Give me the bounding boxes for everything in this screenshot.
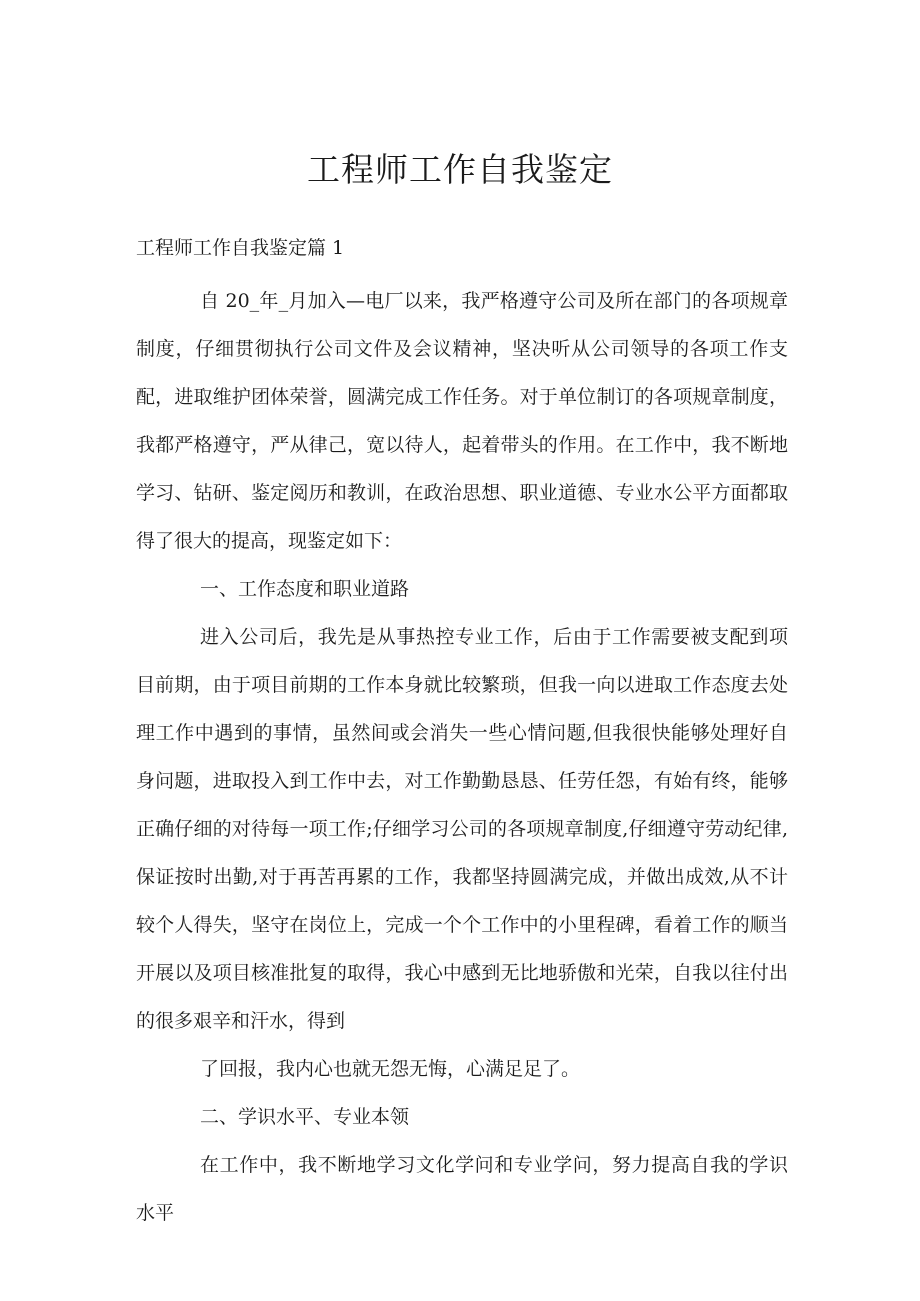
heading-knowledge: 二、学识水平、专业本领 [200, 1106, 410, 1128]
paragraph-return: 了回报，我内心也就无怨无悔，心满足足了。 [200, 1058, 581, 1080]
section-heading: 工程师工作自我鉴定篇 1 [136, 237, 345, 259]
document-title: 工程师工作自我鉴定 [307, 150, 613, 189]
paragraph-intro: 自 20_年_月加入—电厂以来，我严格遵守公司及所在部门的各项规章制度，仔细贯彻执行公司文件及会议精神，坚决听从公司领导的各项工作支配，进取维护团体荣誉，圆满完成工作任务。对于单位制订的各项规章制度，我都严格遵守，严从律己，宽以待人，起着带头的作用。在工作中，我不断地学习、钻研、鉴定阅历和教训，在政治思想、职业道德、专业水公平方面都取得了很大的提高，现鉴定如下： [136, 290, 788, 552]
paragraph-work-attitude: 进入公司后，我先是从事热控专业工作，后由于工作需要被支配到项目前期，由于项目前期的工作本身就比较繁琐，但我一向以进取工作态度去处理工作中遇到的事情，虽然间或会消失一些心情问题,但我很快能够处理好自身问题，进取投入到工作中去，对工作勤勤恳恳、任劳任怨，有始有终，能够正确仔细的对待每一项工作;仔细学习公司的各项规章制度,仔细遵守劳动纪律,保证按时出勤,对于再苦再累的工作，我都坚持圆满完成，并做出成效,从不计较个人得失，坚守在岗位上，完成一个个工作中的小里程碑，看着工作的顺当开展以及项目核准批复的取得，我心中感到无比地骄傲和光荣，自我以往付出的很多艰辛和汗水，得到 [136, 626, 788, 1032]
heading-work-attitude: 一、工作态度和职业道路 [200, 578, 410, 600]
paragraph-knowledge: 在工作中，我不断地学习文化学问和专业学问，努力提高自我的学识水平 [136, 1154, 788, 1224]
